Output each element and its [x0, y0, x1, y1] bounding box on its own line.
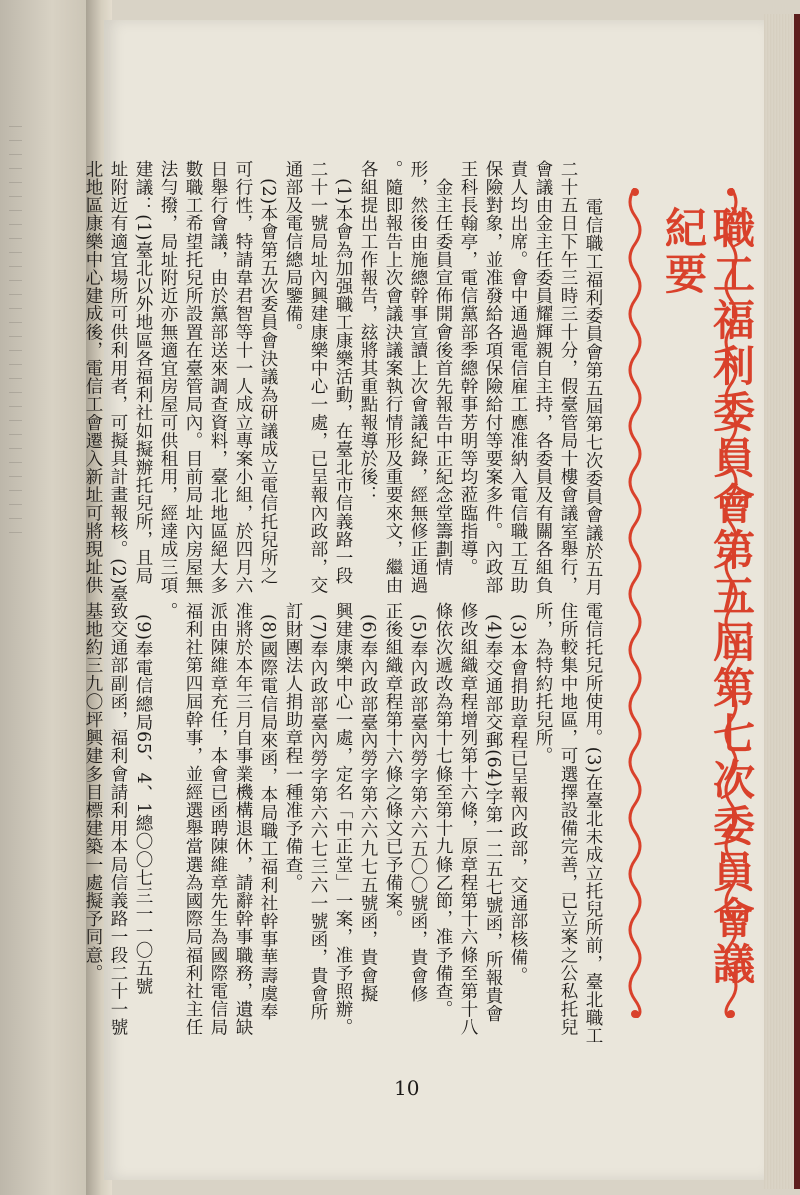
page-stack-edge — [764, 14, 800, 1189]
text-column: 住所較集中地區，可選擇設備完善，已立案之公私托兒 — [558, 602, 578, 1037]
text-column: 王科長翰亭，電信黨部季總幹事芳明等均蒞臨指導。 — [458, 160, 478, 577]
text-column: (3)本會捐助章程已呈報內政部，交通部核備。 — [508, 614, 528, 985]
text-column: 法勻撥，局址附近亦無適宜房屋可供租用，經達成三項 — [158, 160, 178, 595]
text-column: 訂財團法人捐助章程一種准予備查。 — [283, 602, 303, 892]
text-column: 致交通部副函，福利會請利用本局信義路一段二十一號 — [108, 602, 128, 1037]
text-column: (4)奉交通部交郵(64)字第一二五七號函，所報貴會 — [483, 614, 503, 1023]
text-column: 派由陳維章充任，本會已函聘陳維章先生為國際電信局 — [208, 602, 228, 1037]
text-column: 會議由金主任委員耀輝親自主持，各委員及有關各組負 — [533, 160, 553, 595]
text-column: 日舉行會議，由於黨部送來調查資料，臺北地區絕大多 — [208, 160, 228, 595]
adjacent-page-edge — [0, 0, 95, 1195]
text-column: 金主任委員宣佈開會後首先報告中正紀念堂籌劃情 — [433, 160, 453, 577]
text-column: 基地約三九〇坪興建多目標建築一處擬予同意。 — [83, 602, 103, 983]
text-column: 。 — [158, 602, 178, 621]
text-column: 數職工希望托兒所設置在臺管局內。目前局址內房屋無 — [183, 160, 203, 595]
text-column: 二十一號局址內興建康樂中心一處，已呈報內政部，交 — [308, 160, 328, 595]
text-column: 責人均出席。會中通過電信雇工應准納入電信職工互助 — [508, 160, 528, 595]
text-column: (1)本會為加强職工康樂活動，在臺北市信義路一段 — [333, 160, 353, 585]
text-column: 北地區康樂中心建成後，電信工會遷入新址可將現址供 — [83, 160, 103, 595]
text-column: (5)奉內政部臺內勞字第六六五〇〇號函，貴會修 — [408, 614, 428, 1003]
text-column: 准將於本年三月自事業機構退休，請辭幹事職務，遺缺 — [233, 602, 253, 1037]
text-column: 電信職工福利委員會第五屆第七次委員會議於五月 — [583, 180, 603, 597]
text-column: 通部及電信總局鑒備。 — [283, 160, 303, 341]
text-column: 形，然後由施總幹事宣讀上次會議紀錄，經無修正通過 — [408, 160, 428, 595]
page-number: 10 — [394, 1076, 420, 1100]
text-column: 修改組織章程增列第十六條，原章程第十六條至第十八 — [458, 602, 478, 1037]
text-column: (6)奉內政部臺內勞字第六六九七五號函，貴會擬 — [358, 614, 378, 1003]
text-column: 福利社第四屆幹事，並經選舉當選為國際局福利社主任 — [183, 602, 203, 1037]
bleed-through-text: ｜｜｜｜｜｜｜｜｜｜｜｜｜｜｜｜｜｜｜｜｜｜｜｜｜｜｜｜｜｜ — [6, 120, 21, 540]
text-column: (7)奉內政部臺內勞字第六六七三六一號函，貴會所 — [308, 614, 328, 1021]
text-column: 正後組織章程第十六條之條文已予備案。 — [383, 602, 403, 928]
text-column: 所，為特約托兒所。 — [533, 602, 553, 765]
text-column: (2)本會第五次委員會決議為研議成立電信托兒所之 — [258, 160, 278, 585]
text-column: 條依次遞改為第十七條至第十九條乙節，准予備查。 — [433, 602, 453, 1019]
title-frame — [621, 188, 756, 1018]
text-column: 電信托兒所使用。(3)在臺北未成立托兒所前，臺北職工 — [583, 602, 603, 1045]
text-column: 二十五日下午三時三十分，假臺管局十樓會議室舉行， — [558, 160, 578, 595]
text-column: (8)國際電信局來函，本局職工福利社幹事華壽虞奉 — [258, 614, 278, 1021]
text-column: 址附近有適宜場所可供利用者，可擬具計畫報核。(2)臺 — [108, 160, 128, 603]
text-column: (9)奉電信總局65、4、1總〇〇七三一一〇五號 — [133, 614, 153, 996]
text-column: 保險對象，並准發給各項保險給付等要案多件。內政部 — [483, 160, 503, 595]
book-binding — [794, 14, 800, 1189]
article-title: 職工福利委員會第五屆第七次委員會議紀要 — [659, 206, 756, 988]
text-column: 可行性，特請韋君智等十一人成立專案小組，於四月六 — [233, 160, 253, 595]
text-column: 建議：(1)臺北以外地區各福利社如擬辦托兒所，且局 — [133, 160, 153, 585]
text-column: 各組提出工作報告，玆將其重點報導於後： — [358, 160, 378, 504]
text-column: 。隨即報告上次會議決議案執行情形及重要來文，繼由 — [383, 160, 403, 595]
text-column: 興建康樂中心一處，定名「中正堂」一案，准予照辦。 — [333, 602, 353, 1037]
